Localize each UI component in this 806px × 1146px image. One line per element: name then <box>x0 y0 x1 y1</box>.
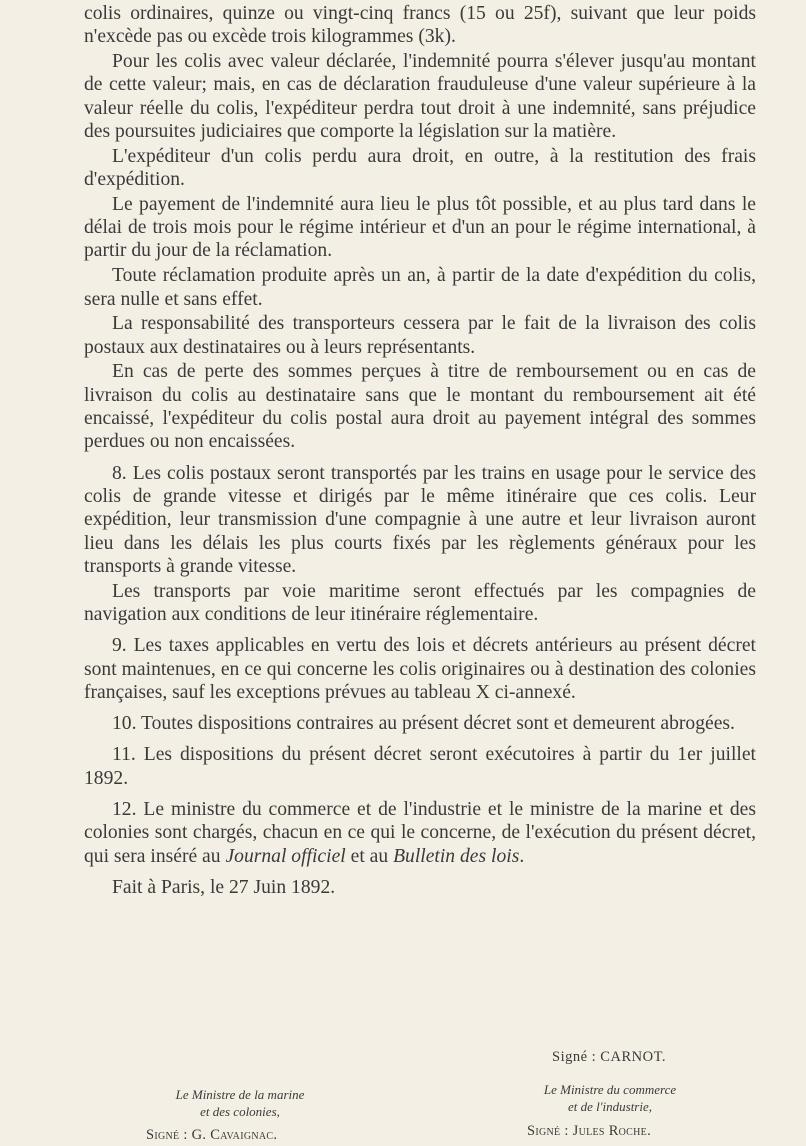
minister-title-line: Le Ministre du commerce <box>543 1082 677 1097</box>
paragraph: Le payement de l'indemnité aura lieu le plus tôt possible, et au plus tard dans le délai de trois mois pour le régime intérieur et d'un an pour le régime international, à partir du jour de la réclamation. <box>84 193 756 262</box>
minister-title-line: et des colonies, <box>200 1104 280 1119</box>
minister-title-line: Le Ministre de la marine <box>175 1087 305 1102</box>
bulletin-des-lois-title: Bulletin des lois <box>393 845 520 867</box>
article-8: 8. Les colis postaux seront transportés par les trains en usage pour le service des colis de grande vitesse et dirigés par le même itinéraire que ces colis. Leur expédition, leur transmission d'une compagnie à une autre et leur livraison auront lieu dans les délais les plus courts fixés par les règlements généraux pour les transports à grande vitesse. <box>84 462 756 577</box>
paragraph: La responsabilité des transporteurs cessera par le fait de la livraison des colis postaux aux destinataires ou à leurs représentants. <box>84 313 756 358</box>
minister-title-line: et de l'industrie, <box>567 1099 653 1114</box>
paragraph: L'expéditeur d'un colis perdu aura droit, en outre, à la restitution des frais d'expédition. <box>84 145 756 191</box>
paragraph: Pour les colis avec valeur déclarée, l'indemnité pourra s'élever jusqu'au montant de cette valeur; mais, en cas de déclaration frauduleuse d'une valeur supérieure à la valeur réelle du colis, l'expéditeur perdra tout droit à une indemnité, sans préjudice des poursuites judiciaires que comporte la législation sur la matière. <box>84 51 756 142</box>
article-9: 9. Les taxes applicables en vertu des lois et décrets antérieurs au présent décret sont maintenues, en ce qui concerne les colis originaires ou à destination des colonies françaises, sauf les exceptions prévues au tableau X ci-annexé. <box>84 635 756 703</box>
article-10: 10. Toutes dispositions contraires au présent décret sont et demeurent abrogées. <box>112 713 735 735</box>
minister-marine-title <box>140 1086 340 1120</box>
article-12-text: 12. Le ministre du commerce et de l'industrie et le ministre de la marine et des colonies sont chargés, chacun en ce qui le concerne, de l'exécution du présent décret, qui sera inséré au <box>84 799 756 867</box>
paragraph: Les transports par voie maritime seront effectués par les compagnies de navigation aux conditions de leur itinéraire réglementaire. <box>84 580 756 625</box>
article-11: 11. Les dispositions du présent décret seront exécutoires à partir du 1er juillet 1892. <box>84 744 756 789</box>
date-line: Fait à Paris, le 27 Juin 1892. <box>112 876 336 898</box>
minister-commerce-signature: Signé : Jules Roche. <box>527 1123 652 1139</box>
paragraph: colis ordinaires, quinze ou vingt-cinq francs (15 ou 25f), suivant que leur poids n'excède pas ou excède trois kilogrammes (3k). <box>84 3 756 48</box>
journal-officiel-title: Journal officiel <box>225 845 346 867</box>
president-signature: Signé : CARNOT. <box>552 1049 666 1065</box>
paragraph: Toute réclamation produite après un an, à partir de la date d'expédition du colis, sera nulle et sans effet. <box>84 265 756 310</box>
article-12-text-mid: et au <box>345 845 394 867</box>
decree-body <box>84 2 756 901</box>
minister-marine-signature: Signé : G. Cavaignac. <box>146 1127 278 1143</box>
article-12 <box>84 798 756 868</box>
article-12-end: . <box>519 845 525 867</box>
minister-commerce-title <box>515 1081 705 1115</box>
paragraph: En cas de perte des sommes perçues à titre de remboursement ou en cas de livraison du colis au destinataire sans que le montant du remboursement ait été encaissé, l'expéditeur du colis postal aura droit au payement intégral des sommes perdues ou non encaissées. <box>84 361 756 453</box>
